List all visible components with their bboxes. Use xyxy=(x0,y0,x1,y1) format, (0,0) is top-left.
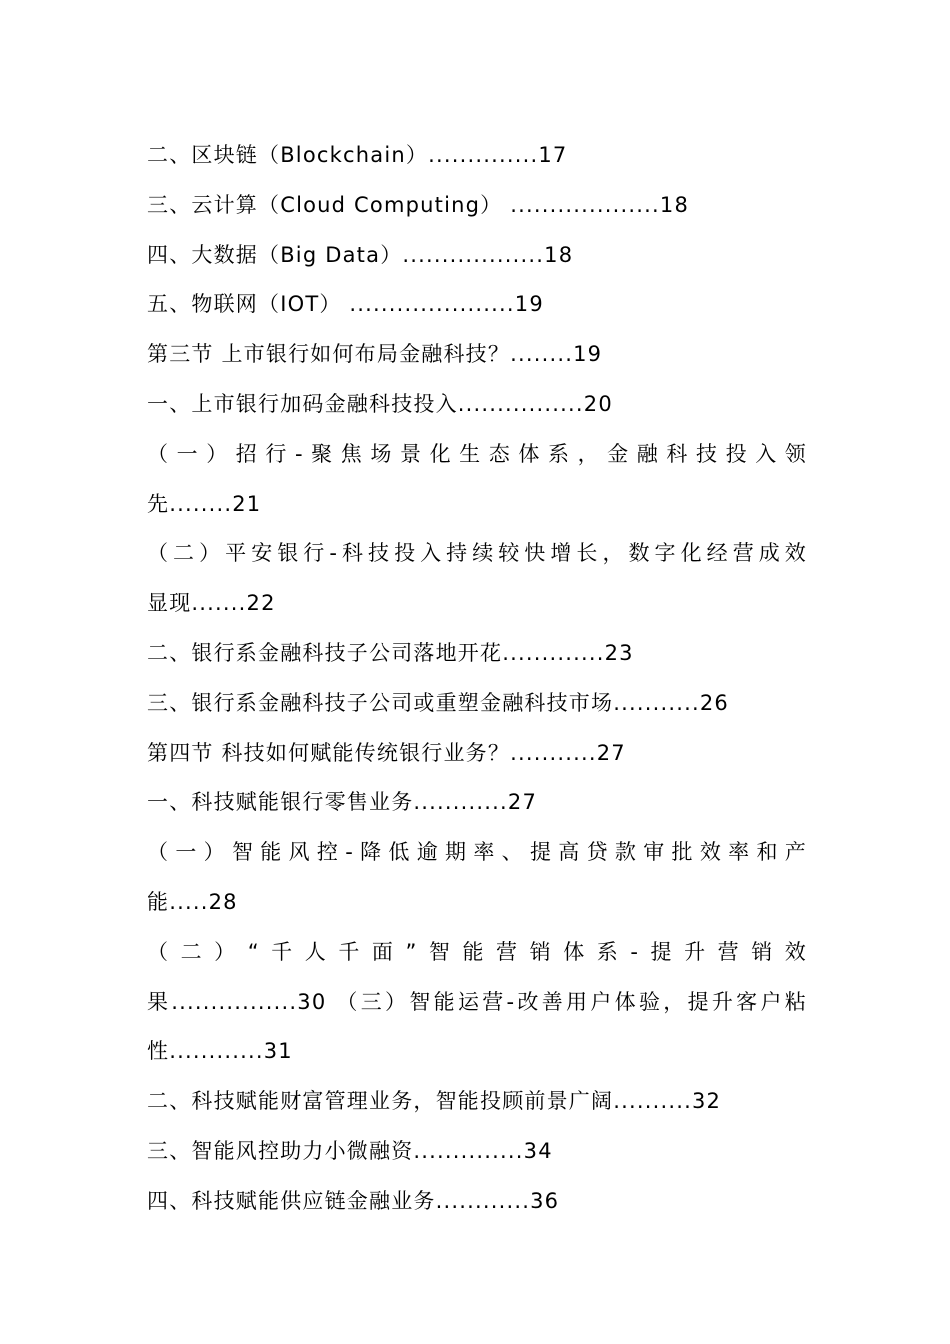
toc-section-3: 第三节 上市银行如何布局金融科技？........19 xyxy=(147,342,603,367)
toc-entry-operations-line2: 性............31 xyxy=(147,1039,293,1064)
toc-entry-pingan-line2: 显现.......22 xyxy=(147,591,276,616)
toc-entry-iot: 五、物联网（IOT） .....................19 xyxy=(147,292,544,317)
toc-entry-cmb-line2: 先........21 xyxy=(147,491,262,516)
toc-entry-big-data: 四、大数据（Big Data）..................18 xyxy=(147,242,574,267)
toc-entry-supply-chain: 四、科技赋能供应链金融业务............36 xyxy=(147,1188,560,1213)
toc-entry-micro-finance: 三、智能风控助力小微融资..............34 xyxy=(147,1138,553,1163)
toc-section-4: 第四节 科技如何赋能传统银行业务？...........27 xyxy=(147,740,626,765)
toc-entry-reshape-market: 三、银行系金融科技子公司或重塑金融科技市场...........26 xyxy=(147,690,729,715)
toc-entry-blockchain: 二、区块链（Blockchain）..............17 xyxy=(147,143,568,167)
table-of-contents xyxy=(147,131,807,1227)
toc-entry-marketing-line2: 果................30 （三）智能运营-改善用户体验，提升客户粘 xyxy=(147,989,807,1014)
toc-entry-risk-control-line2: 能.....28 xyxy=(147,889,238,914)
toc-entry-risk-control-line1: （一）智能风控-降低逾期率、提高贷款审批效率和产 xyxy=(147,840,807,865)
toc-entry-cloud-computing: 三、云计算（Cloud Computing） ...................18 xyxy=(147,192,690,217)
toc-entry-fintech-subsidiaries: 二、银行系金融科技子公司落地开花.............23 xyxy=(147,640,634,665)
toc-entry-cmb-line1: （一）招行-聚焦场景化生态体系，金融科技投入领 xyxy=(147,441,807,466)
toc-entry-listed-banks-investment: 一、上市银行加码金融科技投入................20 xyxy=(147,391,613,416)
toc-entry-pingan-line1: （二）平安银行-科技投入持续较快增长，数字化经营成效 xyxy=(147,541,807,566)
toc-entry-marketing-line1: （二）“千人千面”智能营销体系-提升营销效 xyxy=(147,939,807,964)
toc-entry-retail-banking: 一、科技赋能银行零售业务............27 xyxy=(147,790,538,815)
toc-entry-wealth-management: 二、科技赋能财富管理业务，智能投顾前景广阔..........32 xyxy=(147,1089,722,1114)
